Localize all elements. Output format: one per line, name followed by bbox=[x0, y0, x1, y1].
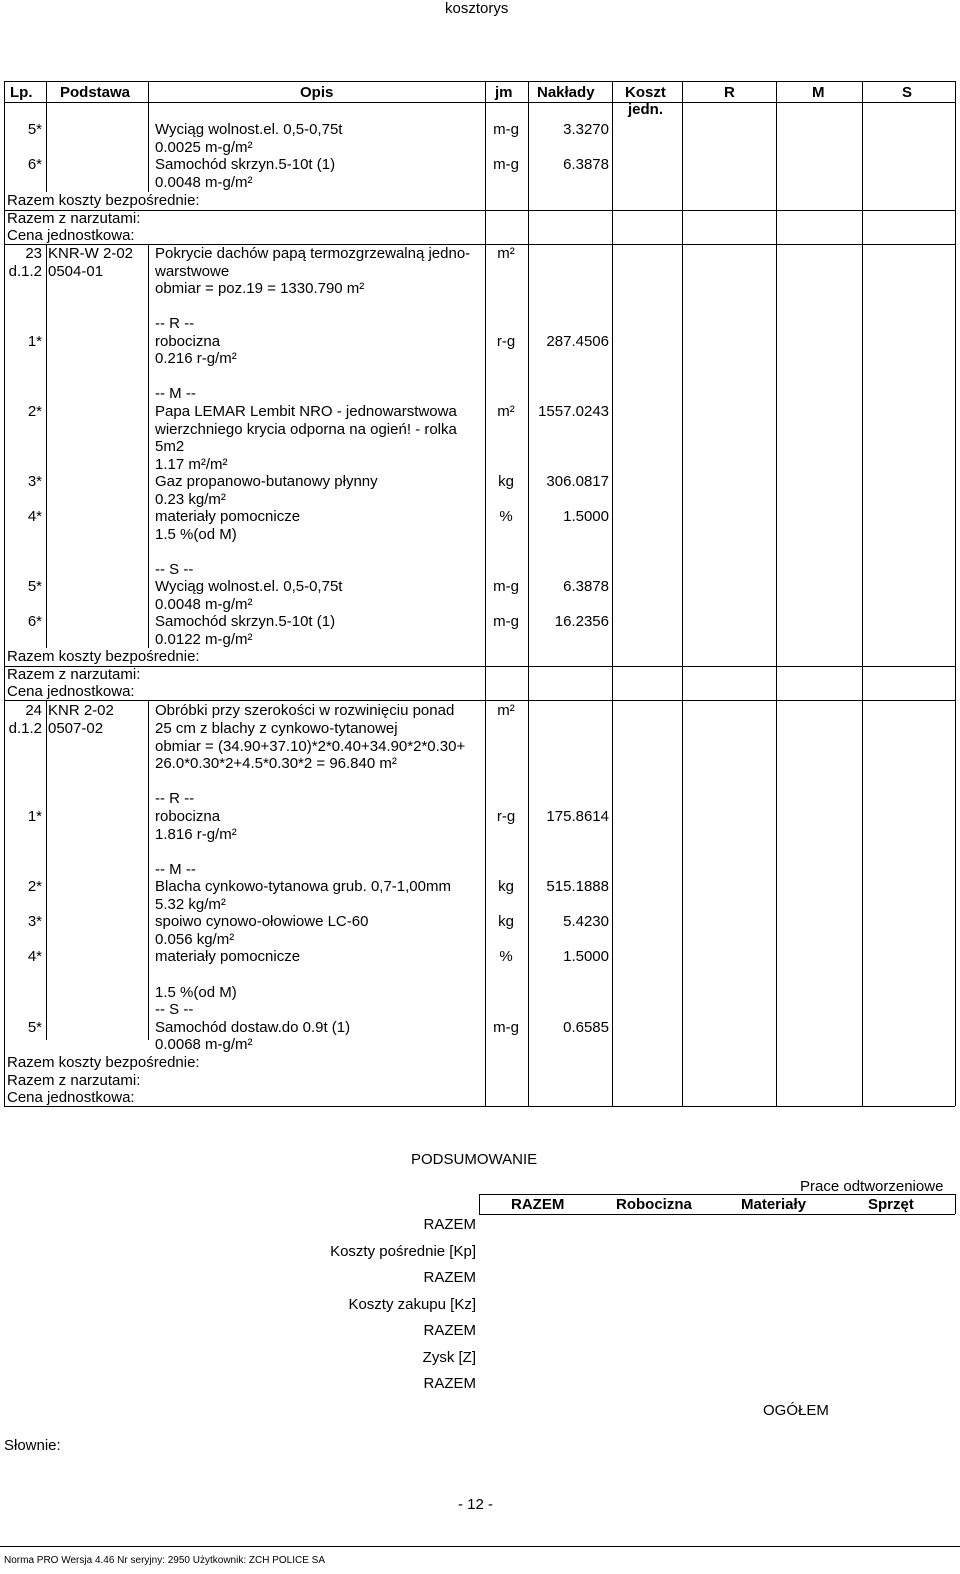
row-opis: -- S -- bbox=[155, 1001, 194, 1018]
page-number: - 12 - bbox=[458, 1496, 494, 1513]
summary-total: OGÓŁEM bbox=[763, 1402, 829, 1419]
row-opis: 0.23 kg/m² bbox=[155, 491, 226, 508]
row-naklady: 1557.0243 bbox=[538, 403, 609, 420]
row-opis: 0.0122 m-g/m² bbox=[155, 631, 253, 648]
row-lp: 3* bbox=[27, 913, 42, 930]
row-lp: 4* bbox=[27, 508, 42, 525]
header-koszt-jedn: jedn. bbox=[628, 101, 664, 118]
row-opis: warstwowe bbox=[155, 263, 230, 280]
row-jm: m² bbox=[497, 403, 515, 420]
summary-label-kz: Koszty zakupu [Kz] bbox=[348, 1296, 476, 1313]
row-jm: r-g bbox=[496, 808, 516, 825]
row-lp: 6* bbox=[27, 613, 42, 630]
summary-label-razem-4: RAZEM bbox=[423, 1375, 476, 1392]
row-opis: 5m2 bbox=[155, 438, 185, 455]
summary-row-label: Razem z narzutami: bbox=[7, 210, 141, 227]
row-opis: 0.0048 m-g/m² bbox=[155, 596, 253, 613]
summary-subtitle: Prace odtworzeniowe bbox=[800, 1178, 944, 1195]
row-opis: Wyciąg wolnost.el. 0,5-0,75t bbox=[155, 578, 343, 595]
row-opis: materiały pomocnicze bbox=[155, 948, 301, 965]
row-opis: -- M -- bbox=[155, 861, 196, 878]
summary-row-label: Razem z narzutami: bbox=[7, 666, 141, 683]
summary-label-razem-2: RAZEM bbox=[423, 1269, 476, 1286]
row-opis: 1.17 m²/m² bbox=[155, 456, 228, 473]
row-opis: spoiwo cynowo-ołowiowe LC-60 bbox=[155, 913, 369, 930]
row-opis: 26.0*0.30*2+4.5*0.30*2 = 96.840 m² bbox=[155, 755, 397, 772]
row-naklady: 6.3878 bbox=[563, 156, 609, 173]
row-opis: Samochód skrzyn.5-10t (1) bbox=[155, 156, 336, 173]
row-lp: 1* bbox=[27, 333, 42, 350]
row-opis: -- R -- bbox=[155, 790, 195, 807]
row-opis: 0.0068 m-g/m² bbox=[155, 1036, 253, 1053]
row-naklady: 287.4506 bbox=[546, 333, 609, 350]
row-opis: obmiar = (34.90+37.10)*2*0.40+34.90*2*0.30+ bbox=[155, 738, 466, 755]
footer-info: Norma PRO Wersja 4.46 Nr seryjny: 2950 Użytkownik: ZCH POLICE SA bbox=[4, 1555, 326, 1566]
row-podstawa: KNR-W 2-02 bbox=[48, 245, 134, 262]
header-r: R bbox=[724, 84, 735, 101]
row-lp: 2* bbox=[27, 403, 42, 420]
row-opis: 1.816 r-g/m² bbox=[155, 826, 237, 843]
header-koszt: Koszt bbox=[625, 84, 666, 101]
header-podstawa: Podstawa bbox=[60, 84, 131, 101]
row-naklady: 16.2356 bbox=[554, 613, 609, 630]
row-opis: Pokrycie dachów papą termozgrzewalną jedno- bbox=[155, 245, 471, 262]
row-opis: -- R -- bbox=[155, 315, 195, 332]
row-opis: robocizna bbox=[155, 808, 221, 825]
row-jm: kg bbox=[498, 473, 514, 490]
row-opis: materiały pomocnicze bbox=[155, 508, 301, 525]
row-lp: 5* bbox=[27, 1019, 42, 1036]
row-lp: 24 bbox=[25, 702, 42, 719]
summary-label-kp: Koszty pośrednie [Kp] bbox=[330, 1243, 476, 1260]
row-lp: 23 bbox=[25, 245, 42, 262]
row-opis: wierzchniego krycia odporna na ogień! - rolka bbox=[155, 421, 457, 438]
header-opis: Opis bbox=[300, 84, 334, 101]
row-naklady: 175.8614 bbox=[546, 808, 609, 825]
row-jm: m-g bbox=[493, 1019, 519, 1036]
row-naklady: 5.4230 bbox=[563, 913, 609, 930]
row-jm: % bbox=[499, 508, 513, 525]
row-podstawa: KNR 2-02 bbox=[48, 702, 114, 719]
row-opis: Samochód skrzyn.5-10t (1) bbox=[155, 613, 336, 630]
row-opis: robocizna bbox=[155, 333, 221, 350]
glossary-label: Słownie: bbox=[4, 1437, 61, 1454]
row-opis: 1.5 %(od M) bbox=[155, 526, 237, 543]
summary-row-label: Cena jednostkowa: bbox=[7, 1089, 135, 1106]
row-opis: 1.5 %(od M) bbox=[155, 984, 237, 1001]
row-podstawa: 0504-01 bbox=[48, 263, 104, 280]
row-opis: -- S -- bbox=[155, 561, 194, 578]
row-naklady: 3.3270 bbox=[563, 121, 609, 138]
summary-label-razem-3: RAZEM bbox=[423, 1322, 476, 1339]
summary-row-label: Razem koszty bezpośrednie: bbox=[7, 1054, 200, 1071]
row-lp: 5* bbox=[27, 121, 42, 138]
row-opis: -- M -- bbox=[155, 385, 196, 402]
row-opis: Wyciąg wolnost.el. 0,5-0,75t bbox=[155, 121, 343, 138]
row-jm: kg bbox=[498, 878, 514, 895]
row-opis: obmiar = poz.19 = 1330.790 m² bbox=[155, 280, 365, 297]
summary-row-label: Razem koszty bezpośrednie: bbox=[7, 192, 200, 209]
row-naklady: 306.0817 bbox=[546, 473, 609, 490]
row-naklady: 6.3878 bbox=[563, 578, 609, 595]
row-jm: r-g bbox=[496, 333, 516, 350]
row-lp: 3* bbox=[27, 473, 42, 490]
row-opis: 0.056 kg/m² bbox=[155, 931, 235, 948]
row-jm: kg bbox=[498, 913, 514, 930]
running-title: kosztorys bbox=[445, 0, 509, 17]
summary-row-label: Razem koszty bezpośrednie: bbox=[7, 648, 200, 665]
row-jm: m-g bbox=[493, 156, 519, 173]
summary-title: PODSUMOWANIE bbox=[411, 1151, 538, 1168]
summary-label-zysk: Zysk [Z] bbox=[422, 1349, 476, 1366]
summary-header-sprzet: Sprzęt bbox=[868, 1196, 914, 1213]
row-jm: m² bbox=[497, 702, 515, 719]
summary-header-materialy: Materiały bbox=[741, 1196, 807, 1213]
summary-header-robocizna: Robocizna bbox=[616, 1196, 692, 1213]
row-lp: 4* bbox=[27, 948, 42, 965]
row-lp: 2* bbox=[27, 878, 42, 895]
row-jm: m² bbox=[497, 245, 515, 262]
header-naklady: Nakłady bbox=[537, 84, 595, 101]
row-opis: Samochód dostaw.do 0.9t (1) bbox=[155, 1019, 351, 1036]
row-podstawa: 0507-02 bbox=[48, 720, 104, 737]
row-opis: Papa LEMAR Lembit NRO - jednowarstwowa bbox=[155, 403, 457, 420]
row-opis: 5.32 kg/m² bbox=[155, 896, 226, 913]
summary-label-razem-1: RAZEM bbox=[423, 1216, 476, 1233]
row-jm: m-g bbox=[493, 121, 519, 138]
summary-row-label: Cena jednostkowa: bbox=[7, 227, 135, 244]
header-lp: Lp. bbox=[10, 84, 33, 101]
row-opis: Obróbki przy szerokości w rozwinięciu ponad bbox=[155, 702, 455, 719]
row-lp: 6* bbox=[27, 156, 42, 173]
header-m: M bbox=[812, 84, 825, 101]
row-naklady: 515.1888 bbox=[546, 878, 609, 895]
row-lp: d.1.2 bbox=[8, 263, 42, 280]
row-lp: d.1.2 bbox=[8, 720, 42, 737]
row-lp: 1* bbox=[27, 808, 42, 825]
header-s: S bbox=[902, 84, 913, 101]
row-opis: 25 cm z blachy z cynkowo-tytanowej bbox=[155, 720, 398, 737]
row-opis: 0.216 r-g/m² bbox=[155, 350, 237, 367]
row-naklady: 1.5000 bbox=[563, 948, 609, 965]
summary-header-razem: RAZEM bbox=[511, 1196, 565, 1213]
summary-row-label: Cena jednostkowa: bbox=[7, 683, 135, 700]
row-naklady: 1.5000 bbox=[563, 508, 609, 525]
row-opis: Gaz propanowo-butanowy płynny bbox=[155, 473, 378, 490]
row-naklady: 0.6585 bbox=[563, 1019, 609, 1036]
row-jm: m-g bbox=[493, 578, 519, 595]
row-opis: 0.0025 m-g/m² bbox=[155, 139, 253, 156]
row-opis: 0.0048 m-g/m² bbox=[155, 174, 253, 191]
row-jm: % bbox=[499, 948, 513, 965]
row-lp: 5* bbox=[27, 578, 42, 595]
row-jm: m-g bbox=[493, 613, 519, 630]
row-opis: Blacha cynkowo-tytanowa grub. 0,7-1,00mm bbox=[155, 878, 451, 895]
summary-row-label: Razem z narzutami: bbox=[7, 1072, 141, 1089]
header-jm: jm bbox=[495, 84, 513, 101]
